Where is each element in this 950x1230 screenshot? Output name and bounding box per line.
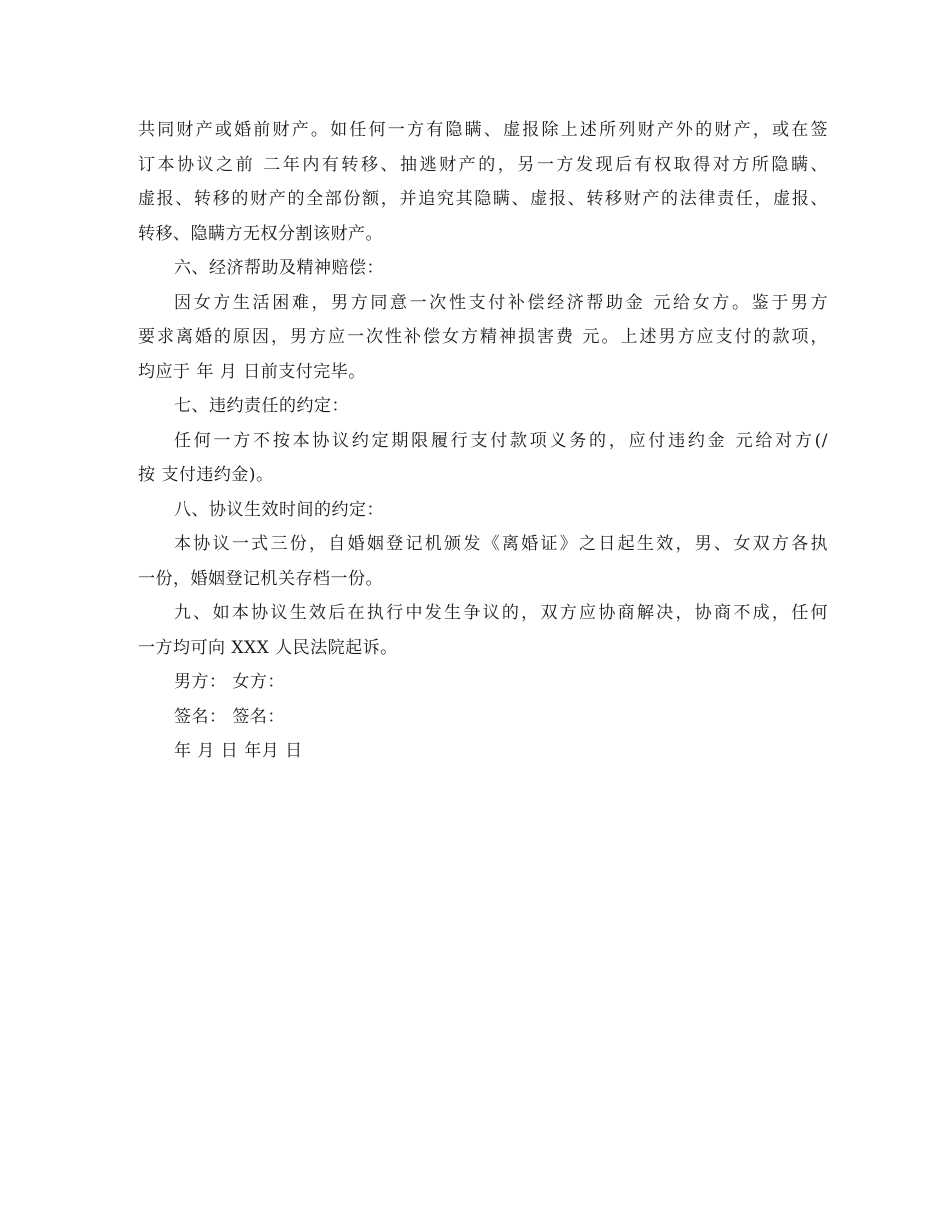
paragraph-line: 一方均可向 XXX 人民法院起诉。 bbox=[138, 637, 398, 658]
signature-labels: 签名： 签名： bbox=[174, 706, 285, 727]
paragraph-line: 任何一方不按本协议约定期限履行支付款项义务的，应付违约金 元给对方(/ bbox=[174, 430, 828, 451]
paragraph-line: 均应于 年 月 日前支付完毕。 bbox=[138, 361, 366, 382]
paragraph-line: 本协议一式三份，自婚姻登记机颁发《离婚证》之日起生效，男、女双方各执 bbox=[174, 534, 828, 554]
paragraph-line: 共同财产或婚前财产。如任何一方有隐瞒、虚报除上述所列财产外的财产，或在签 bbox=[138, 120, 828, 140]
section-heading-seven: 七、违约责任的约定： bbox=[174, 396, 349, 416]
section-heading-eight: 八、协议生效时间的约定： bbox=[174, 499, 384, 520]
paragraph-line: 转移、隐瞒方无权分割该财产。 bbox=[138, 223, 383, 244]
paragraph-line: 虚报、转移的财产的全部份额，并追究其隐瞒、虚报、转移财产的法律责任，虚报、 bbox=[138, 189, 828, 209]
paragraph-line: 按 支付违约金)。 bbox=[138, 465, 274, 485]
paragraph-line: 订本协议之前 二年内有转移、抽逃财产的，另一方发现后有权取得对方所隐瞒、 bbox=[138, 154, 828, 175]
party-labels: 男方： 女方： bbox=[174, 672, 285, 692]
date-labels: 年 月 日 年月 日 bbox=[174, 741, 303, 761]
document-body bbox=[138, 113, 828, 769]
section-heading-nine: 九、如本协议生效后在执行中发生争议的，双方应协商解决，协商不成，任何 bbox=[174, 603, 828, 623]
section-heading-six: 六、经济帮助及精神赔偿： bbox=[174, 258, 384, 278]
paragraph-line: 一份，婚姻登记机关存档一份。 bbox=[138, 568, 383, 589]
paragraph-line: 因女方生活困难，男方同意一次性支付补偿经济帮助金 元给女方。鉴于男方 bbox=[174, 292, 828, 313]
paragraph-line: 要求离婚的原因，男方应一次性补偿女方精神损害费 元。上述男方应支付的款项， bbox=[138, 327, 828, 347]
